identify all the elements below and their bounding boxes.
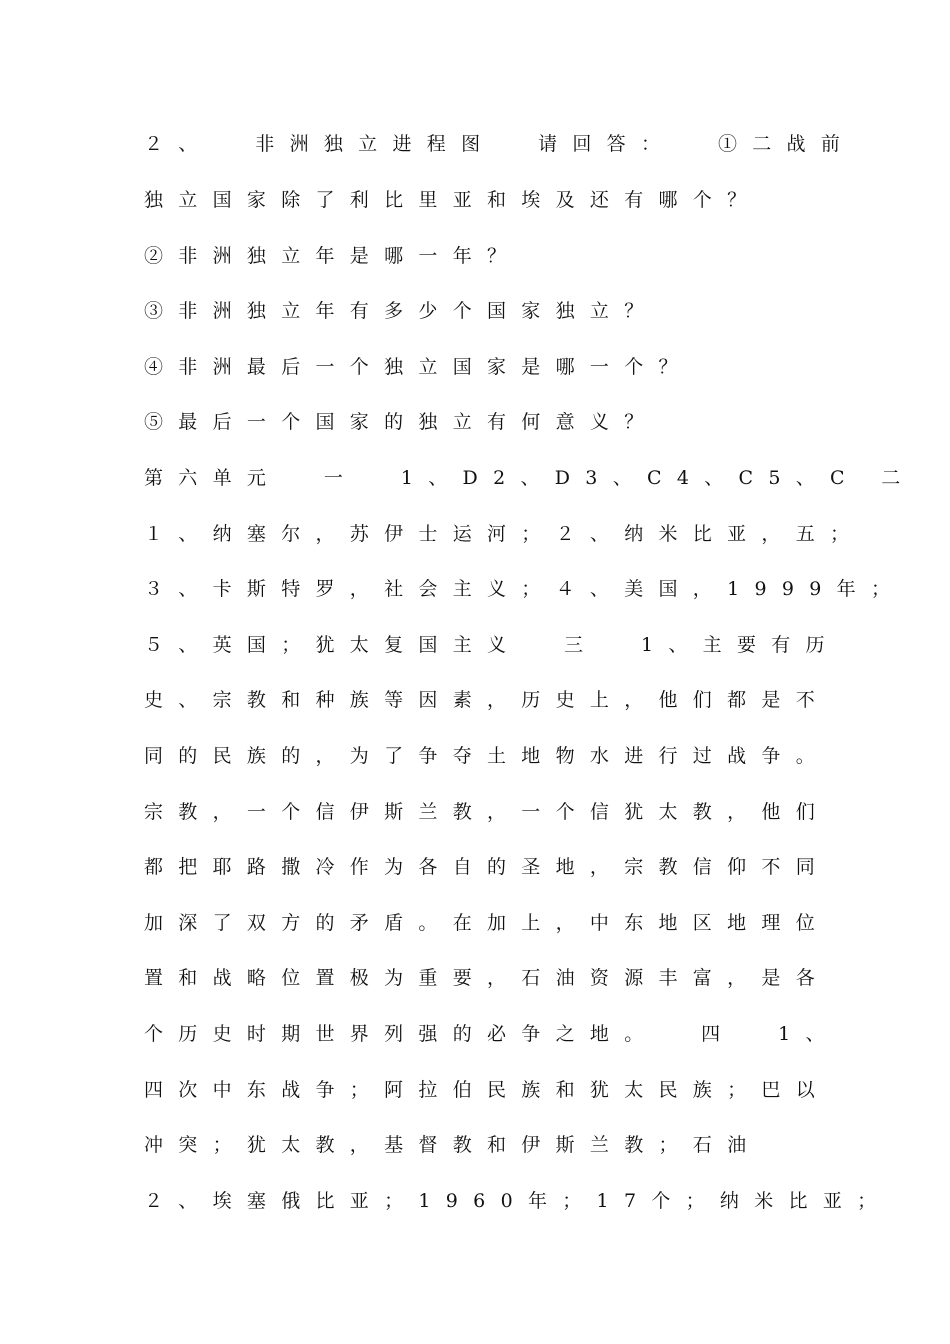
text-line: ２、 非洲独立进程图 请回答： ①二战前 — [144, 133, 856, 155]
text-line: 史、宗教和种族等因素，历史上，他们都是不 — [144, 689, 831, 711]
text-line: 个历史时期世界列强的必争之地。 四 1、 — [144, 1023, 840, 1045]
text-line: 四次中东战争；阿拉伯民族和犹太民族；巴以 — [144, 1079, 831, 1101]
text-line: ②非洲独立年是哪一年？ — [144, 245, 522, 267]
text-line: 独立国家除了利比里亚和埃及还有哪个？ — [144, 189, 762, 211]
text-line: 同的民族的，为了争夺土地物水进行过战争。 — [144, 745, 831, 767]
text-line: ④非洲最后一个独立国家是哪一个？ — [144, 356, 693, 378]
text-line: ③非洲独立年有多少个国家独立？ — [144, 300, 659, 322]
text-line: ２、埃塞俄比亚；1960年；17个；纳米比亚； — [144, 1190, 892, 1212]
text-line: １、纳塞尔，苏伊士运河；２、纳米比亚，五； — [144, 523, 865, 545]
text-line: ⑤最后一个国家的独立有何意义？ — [144, 411, 659, 433]
text-line: ５、英国；犹太复国主义 三 1、主要有历 — [144, 634, 840, 656]
text-line: 都把耶路撒冷作为各自的圣地，宗教信仰不同 — [144, 856, 831, 878]
text-line: 加深了双方的矛盾。在加上，中东地区地理位 — [144, 912, 831, 934]
text-line: ３、卡斯特罗，社会主义；４、美国，1999年； — [144, 578, 906, 600]
text-line: 宗教，一个信伊斯兰教，一个信犹太教，他们 — [144, 801, 831, 823]
text-line: 冲突；犹太教，基督教和伊斯兰教；石油 — [144, 1134, 762, 1156]
text-line: 第六单元 一 1、D2、D3、C4、C5、C 二 — [144, 467, 916, 489]
text-line: 置和战略位置极为重要，石油资源丰富，是各 — [144, 967, 831, 989]
